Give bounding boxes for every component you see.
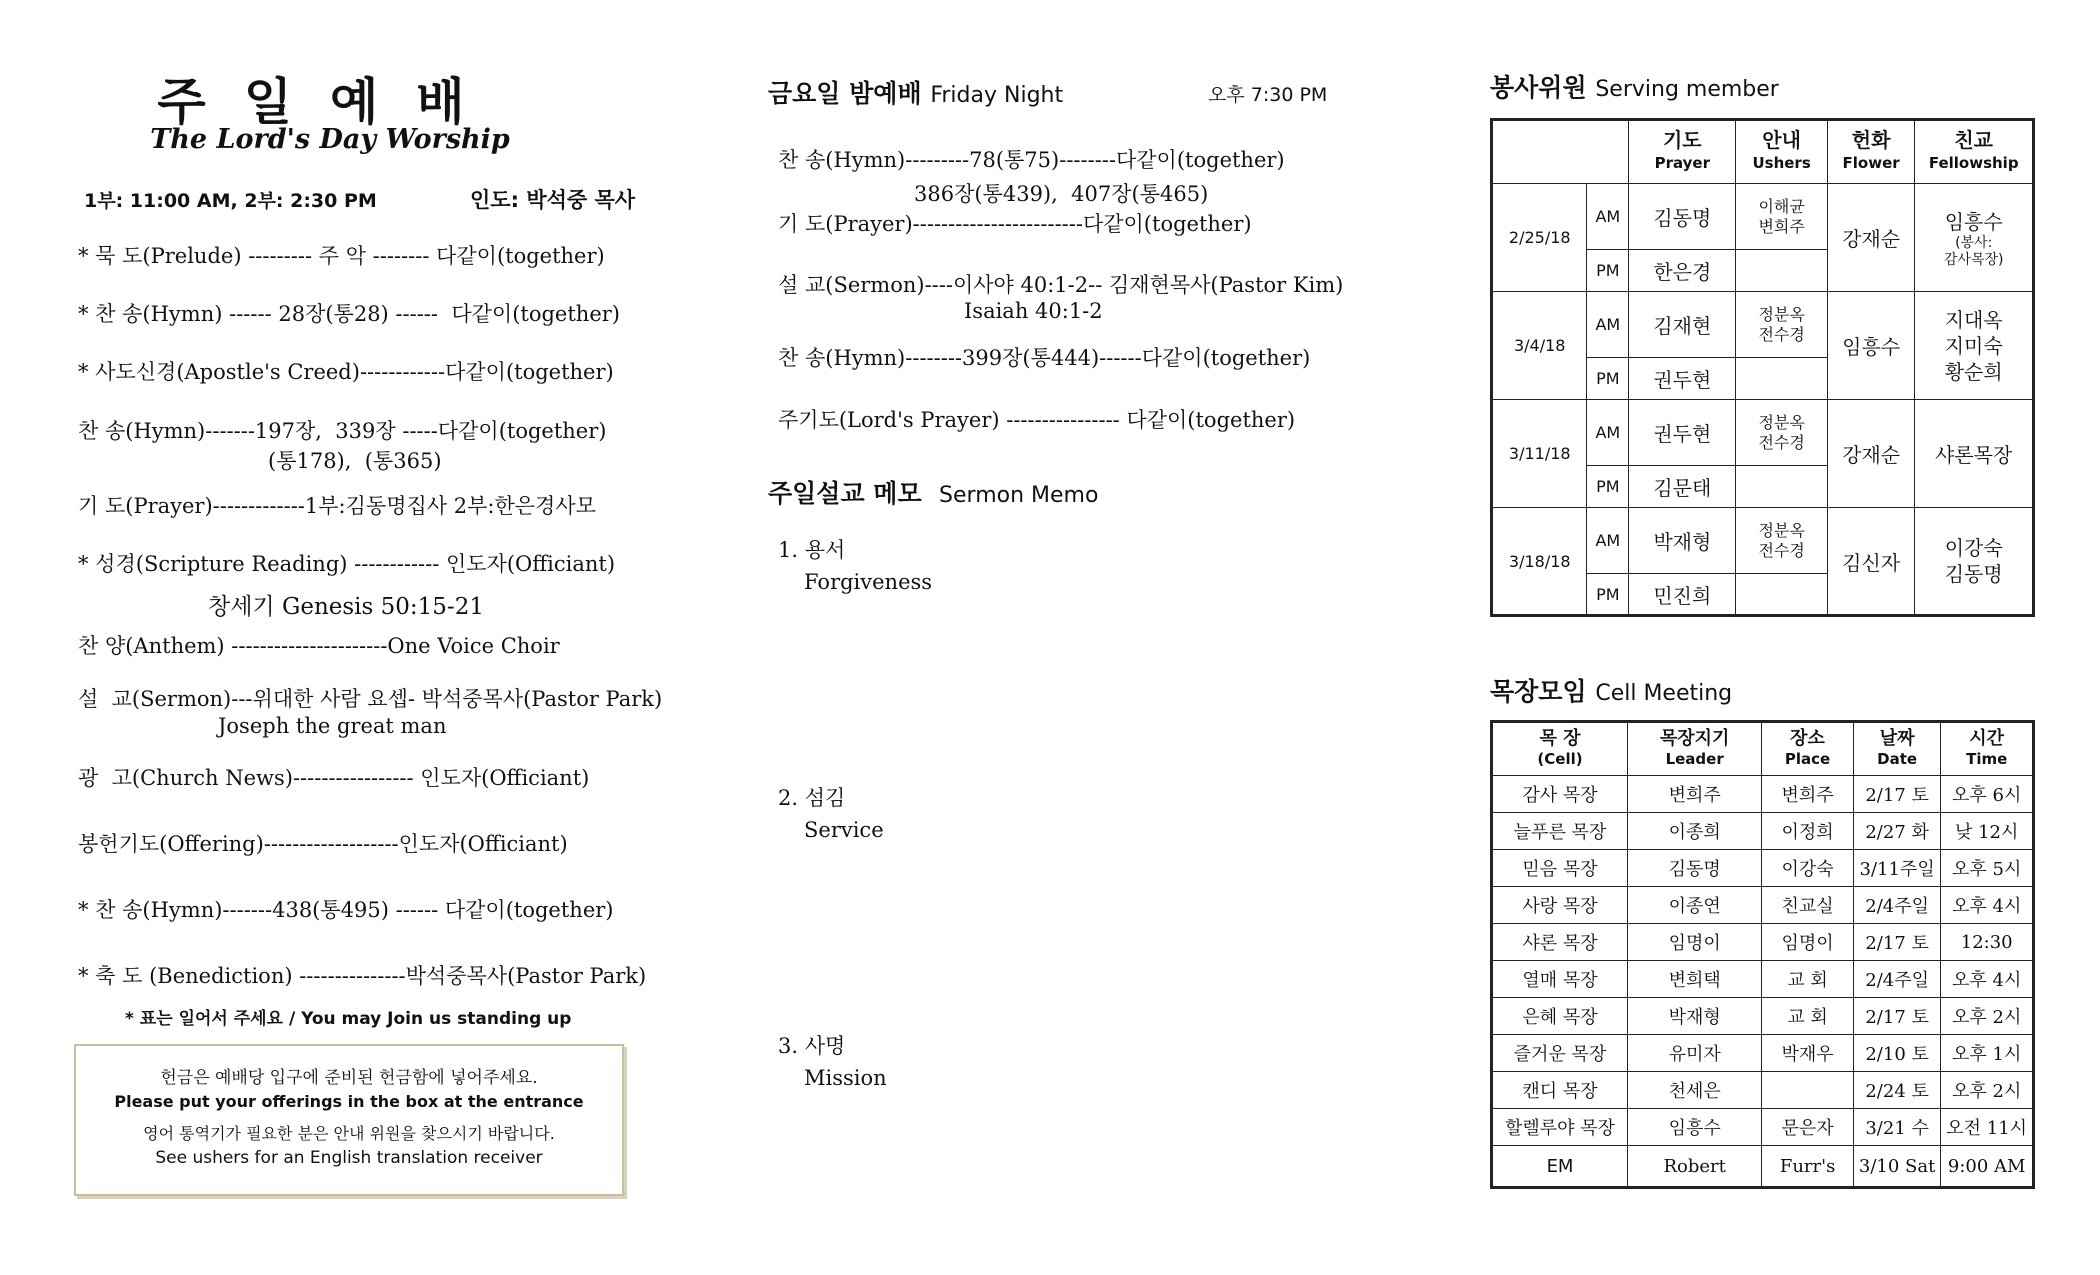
cell-value: 이정희 [1762, 813, 1854, 850]
order-item: * 축 도 (Benediction) ---------------박석중목사(Pastor Park) [78, 964, 647, 988]
cell-value: 변희주 [1628, 776, 1762, 813]
cell-heading-en: Cell Meeting [1595, 681, 1733, 706]
cell-value: EM [1492, 1146, 1628, 1188]
cell-value: 임흥수 [1628, 1109, 1762, 1146]
cell-header: 목 장 (Cell) [1492, 722, 1628, 776]
cell-value: 3/10 Sat [1853, 1146, 1941, 1188]
serving-header-flower: 헌화 Flower [1827, 120, 1915, 184]
serving-date: 3/18/18 [1492, 508, 1587, 616]
table-row [1492, 961, 2034, 998]
cell-value: 이종희 [1628, 813, 1762, 850]
cell-value: 임명이 [1628, 924, 1762, 961]
serving-date: 2/25/18 [1492, 184, 1587, 292]
fellowship-note: (봉사: 감사목장) [1943, 235, 2004, 268]
service-times: 1부: 11:00 AM, 2부: 2:30 PM [84, 190, 377, 212]
pm-label: PM [1587, 358, 1629, 400]
memo-heading-en: Sermon Memo [939, 483, 1099, 508]
order-item: * 묵 도(Prelude) --------- 주 악 -------- 다같이(together) [78, 244, 605, 268]
cell-value: Robert [1628, 1146, 1762, 1188]
order-item: 설 교(Sermon)---위대한 사람 요셉- 박석중목사(Pastor Park) [78, 687, 663, 711]
serving-heading-ko: 봉사위원 [1490, 73, 1587, 102]
order-item: 광 고(Church News)----------------- 인도자(Officiant) [78, 766, 590, 790]
am-label: AM [1587, 400, 1629, 466]
serving-date: 3/4/18 [1492, 292, 1587, 400]
am-label: AM [1587, 508, 1629, 574]
memo-item-en: Mission [804, 1066, 887, 1090]
table-row [1492, 887, 2034, 924]
cell-value: 오후 4시 [1941, 887, 2034, 924]
table-row [1492, 776, 2034, 813]
hymn-sub: (통178), (통365) [268, 449, 442, 473]
table-row [1492, 1146, 2034, 1188]
cell-header: 목장지기 Leader [1628, 722, 1762, 776]
memo-item-ko: 1. 용서 [778, 538, 846, 562]
cell-value: 이종연 [1628, 887, 1762, 924]
cell-value: 오후 4시 [1941, 961, 2034, 998]
fellowship-name: 임흥수 [1944, 210, 2003, 234]
cell-value: 2/4주일 [1853, 887, 1941, 924]
cell-value: 2/4주일 [1853, 961, 1941, 998]
service-leader: 인도: 박석중 목사 [470, 188, 636, 212]
cell-value: 오후 2시 [1941, 1072, 2034, 1109]
friday-line: 기 도(Prayer)------------------------다같이(together) [778, 212, 1252, 236]
flower-cell: 강재순 [1827, 400, 1915, 508]
cell-value: 3/11주일 [1853, 850, 1941, 887]
pm-prayer: 권두현 [1629, 358, 1736, 400]
cell-value: 2/24 토 [1853, 1072, 1941, 1109]
worship-title-en: The Lord's Day Worship [150, 124, 510, 155]
cell-value: 천세은 [1628, 1072, 1762, 1109]
fellowship-cell: 샤론목장 [1915, 400, 2034, 508]
memo-item-ko: 3. 사명 [778, 1034, 846, 1058]
cell-value: 이강숙 [1762, 850, 1854, 887]
cell-value: 친교실 [1762, 887, 1854, 924]
cell-value: 즐거운 목장 [1492, 1035, 1628, 1072]
pm-prayer: 김문태 [1629, 466, 1736, 508]
am-prayer: 김동명 [1629, 184, 1736, 250]
cell-value: 오후 2시 [1941, 998, 2034, 1035]
ushers-empty [1736, 250, 1827, 292]
am-label: AM [1587, 184, 1629, 250]
friday-hymn-sub: 386장(통439), 407장(통465) [914, 182, 1209, 206]
flower-cell: 김신자 [1827, 508, 1915, 616]
order-item: * 찬 송(Hymn) ------ 28장(통28) ------ 다같이(together) [78, 302, 620, 326]
translation-notice-en: See ushers for an English translation receiver [155, 1148, 543, 1168]
table-row [1492, 1109, 2034, 1146]
cell-value: 샤론 목장 [1492, 924, 1628, 961]
cell-header: 시간 Time [1941, 722, 2034, 776]
order-item: * 사도신경(Apostle's Creed)------------다같이(together) [78, 360, 614, 384]
ushers-empty [1736, 466, 1827, 508]
cell-value: 유미자 [1628, 1035, 1762, 1072]
cell-value: Furr's [1762, 1146, 1854, 1188]
memo-item-en: Service [804, 818, 884, 842]
cell-header: 날짜 Date [1853, 722, 1941, 776]
cell-value: 김동명 [1628, 850, 1762, 887]
friday-line: 주기도(Lord's Prayer) ---------------- 다같이(together) [778, 408, 1296, 432]
order-item: 찬 송(Hymn)-------197장, 339장 -----다같이(together) [78, 419, 607, 443]
serving-date: 3/11/18 [1492, 400, 1587, 508]
worship-title: 주일예배 [157, 73, 503, 131]
memo-item-ko: 2. 섬김 [778, 786, 846, 810]
cell-value: 변희주 [1762, 776, 1854, 813]
pm-label: PM [1587, 250, 1629, 292]
serving-heading-en: Serving member [1595, 77, 1779, 102]
memo-heading [768, 474, 1098, 510]
friday-heading [768, 74, 1063, 110]
ushers-cell: 정분옥 전수경 [1736, 400, 1827, 466]
flower-cell: 임흥수 [1827, 292, 1915, 400]
serving-heading [1490, 68, 1779, 104]
cell-value: 문은자 [1762, 1109, 1854, 1146]
offering-notice-box [74, 1044, 624, 1196]
cell-value: 할렐루야 목장 [1492, 1109, 1628, 1146]
fellowship-cell: 지대옥 지미숙 황순희 [1915, 292, 2034, 400]
table-row [1492, 924, 2034, 961]
cell-value: 오전 11시 [1941, 1109, 2034, 1146]
cell-table [1490, 720, 2035, 1189]
cell-value: 임명이 [1762, 924, 1854, 961]
cell-heading [1490, 672, 1732, 708]
table-row [1492, 1035, 2034, 1072]
order-item: 찬 양(Anthem) ----------------------One Voice Choir [78, 634, 560, 658]
cell-value: 3/21 수 [1853, 1109, 1941, 1146]
cell-value: 박재우 [1762, 1035, 1854, 1072]
cell-value: 사랑 목장 [1492, 887, 1628, 924]
cell-value: 오후 6시 [1941, 776, 2034, 813]
serving-header-prayer: 기도 Prayer [1629, 120, 1736, 184]
cell-value: 오후 5시 [1941, 850, 2034, 887]
cell-value: 12:30 [1941, 924, 2034, 961]
pm-label: PM [1587, 466, 1629, 508]
cell-value: 2/10 토 [1853, 1035, 1941, 1072]
cell-value: 2/17 토 [1853, 998, 1941, 1035]
table-row [1492, 998, 2034, 1035]
table-row [1492, 813, 2034, 850]
fellowship-cell [1915, 184, 2034, 292]
cell-value: 2/17 토 [1853, 924, 1941, 961]
cell-value: 교 회 [1762, 998, 1854, 1035]
order-item: 기 도(Prayer)-------------1부:김동명집사 2부:한은경사모 [78, 494, 596, 518]
order-item: * 성경(Scripture Reading) ------------ 인도자(Officiant) [78, 552, 616, 576]
am-prayer: 박재형 [1629, 508, 1736, 574]
cell-table-body [1492, 776, 2034, 1188]
cell-heading-ko: 목장모임 [1490, 677, 1587, 706]
ushers-empty [1736, 358, 1827, 400]
cell-value [1762, 1072, 1854, 1109]
cell-value: 2/17 토 [1853, 776, 1941, 813]
cell-value: 변희택 [1628, 961, 1762, 998]
ushers-cell: 이해균 변희주 [1736, 184, 1827, 250]
friday-sermon-sub: Isaiah 40:1-2 [964, 299, 1103, 323]
ushers-cell: 정분옥 전수경 [1736, 508, 1827, 574]
serving-table [1490, 118, 2035, 617]
am-prayer: 권두현 [1629, 400, 1736, 466]
cell-value: 감사 목장 [1492, 776, 1628, 813]
serving-header-fellowship: 친교 Fellowship [1915, 120, 2034, 184]
memo-item-en: Forgiveness [804, 570, 933, 594]
cell-value: 교 회 [1762, 961, 1854, 998]
fellowship-cell: 이강숙 김동명 [1915, 508, 2034, 616]
flower-cell: 강재순 [1827, 184, 1915, 292]
order-item: 봉헌기도(Offering)-------------------인도자(Officiant) [78, 832, 568, 856]
cell-value: 열매 목장 [1492, 961, 1628, 998]
friday-line: 찬 송(Hymn)---------78(통75)--------다같이(together) [778, 148, 1285, 172]
am-label: AM [1587, 292, 1629, 358]
cell-value: 늘푸른 목장 [1492, 813, 1628, 850]
cell-value: 캔디 목장 [1492, 1072, 1628, 1109]
friday-line: 찬 송(Hymn)--------399장(통444)------다같이(together) [778, 346, 1311, 370]
serving-header-blank [1492, 120, 1629, 184]
pm-prayer: 한은경 [1629, 250, 1736, 292]
pm-label: PM [1587, 574, 1629, 616]
order-item: * 찬 송(Hymn)-------438(통495) ------ 다같이(together) [78, 898, 614, 922]
cell-value: 오후 1시 [1941, 1035, 2034, 1072]
serving-header-ushers: 안내 Ushers [1736, 120, 1827, 184]
memo-heading-ko: 주일설교 메모 [768, 479, 922, 508]
ushers-cell: 정분옥 전수경 [1736, 292, 1827, 358]
am-prayer: 김재현 [1629, 292, 1736, 358]
friday-line: 설 교(Sermon)----이사야 40:1-2-- 김재현목사(Pastor Kim) [778, 273, 1344, 297]
offering-notice-en: Please put your offerings in the box at the entrance [114, 1092, 584, 1111]
ushers-empty [1736, 574, 1827, 616]
friday-time: 오후 7:30 PM [1208, 84, 1328, 106]
translation-notice-ko: 영어 통역기가 필요한 분은 안내 위원을 찾으시기 바랍니다. [143, 1124, 555, 1143]
cell-value: 9:00 AM [1941, 1146, 2034, 1188]
table-row [1492, 1072, 2034, 1109]
offering-notice-ko: 헌금은 예배당 입구에 준비된 헌금함에 넣어주세요. [160, 1068, 538, 1088]
pm-prayer: 민진희 [1629, 574, 1736, 616]
cell-header: 장소 Place [1762, 722, 1854, 776]
cell-value: 믿음 목장 [1492, 850, 1628, 887]
cell-value: 낮 12시 [1941, 813, 2034, 850]
cell-value: 2/27 화 [1853, 813, 1941, 850]
sermon-title-en: Joseph the great man [218, 714, 447, 738]
table-row [1492, 850, 2034, 887]
scripture-ref: 창세기 Genesis 50:15-21 [208, 594, 484, 620]
standing-note: * 표는 일어서 주세요 / You may Join us standing up [125, 1009, 572, 1029]
friday-heading-ko: 금요일 밤예배 [768, 79, 922, 108]
cell-value: 박재형 [1628, 998, 1762, 1035]
friday-heading-en: Friday Night [930, 83, 1064, 108]
cell-value: 은혜 목장 [1492, 998, 1628, 1035]
